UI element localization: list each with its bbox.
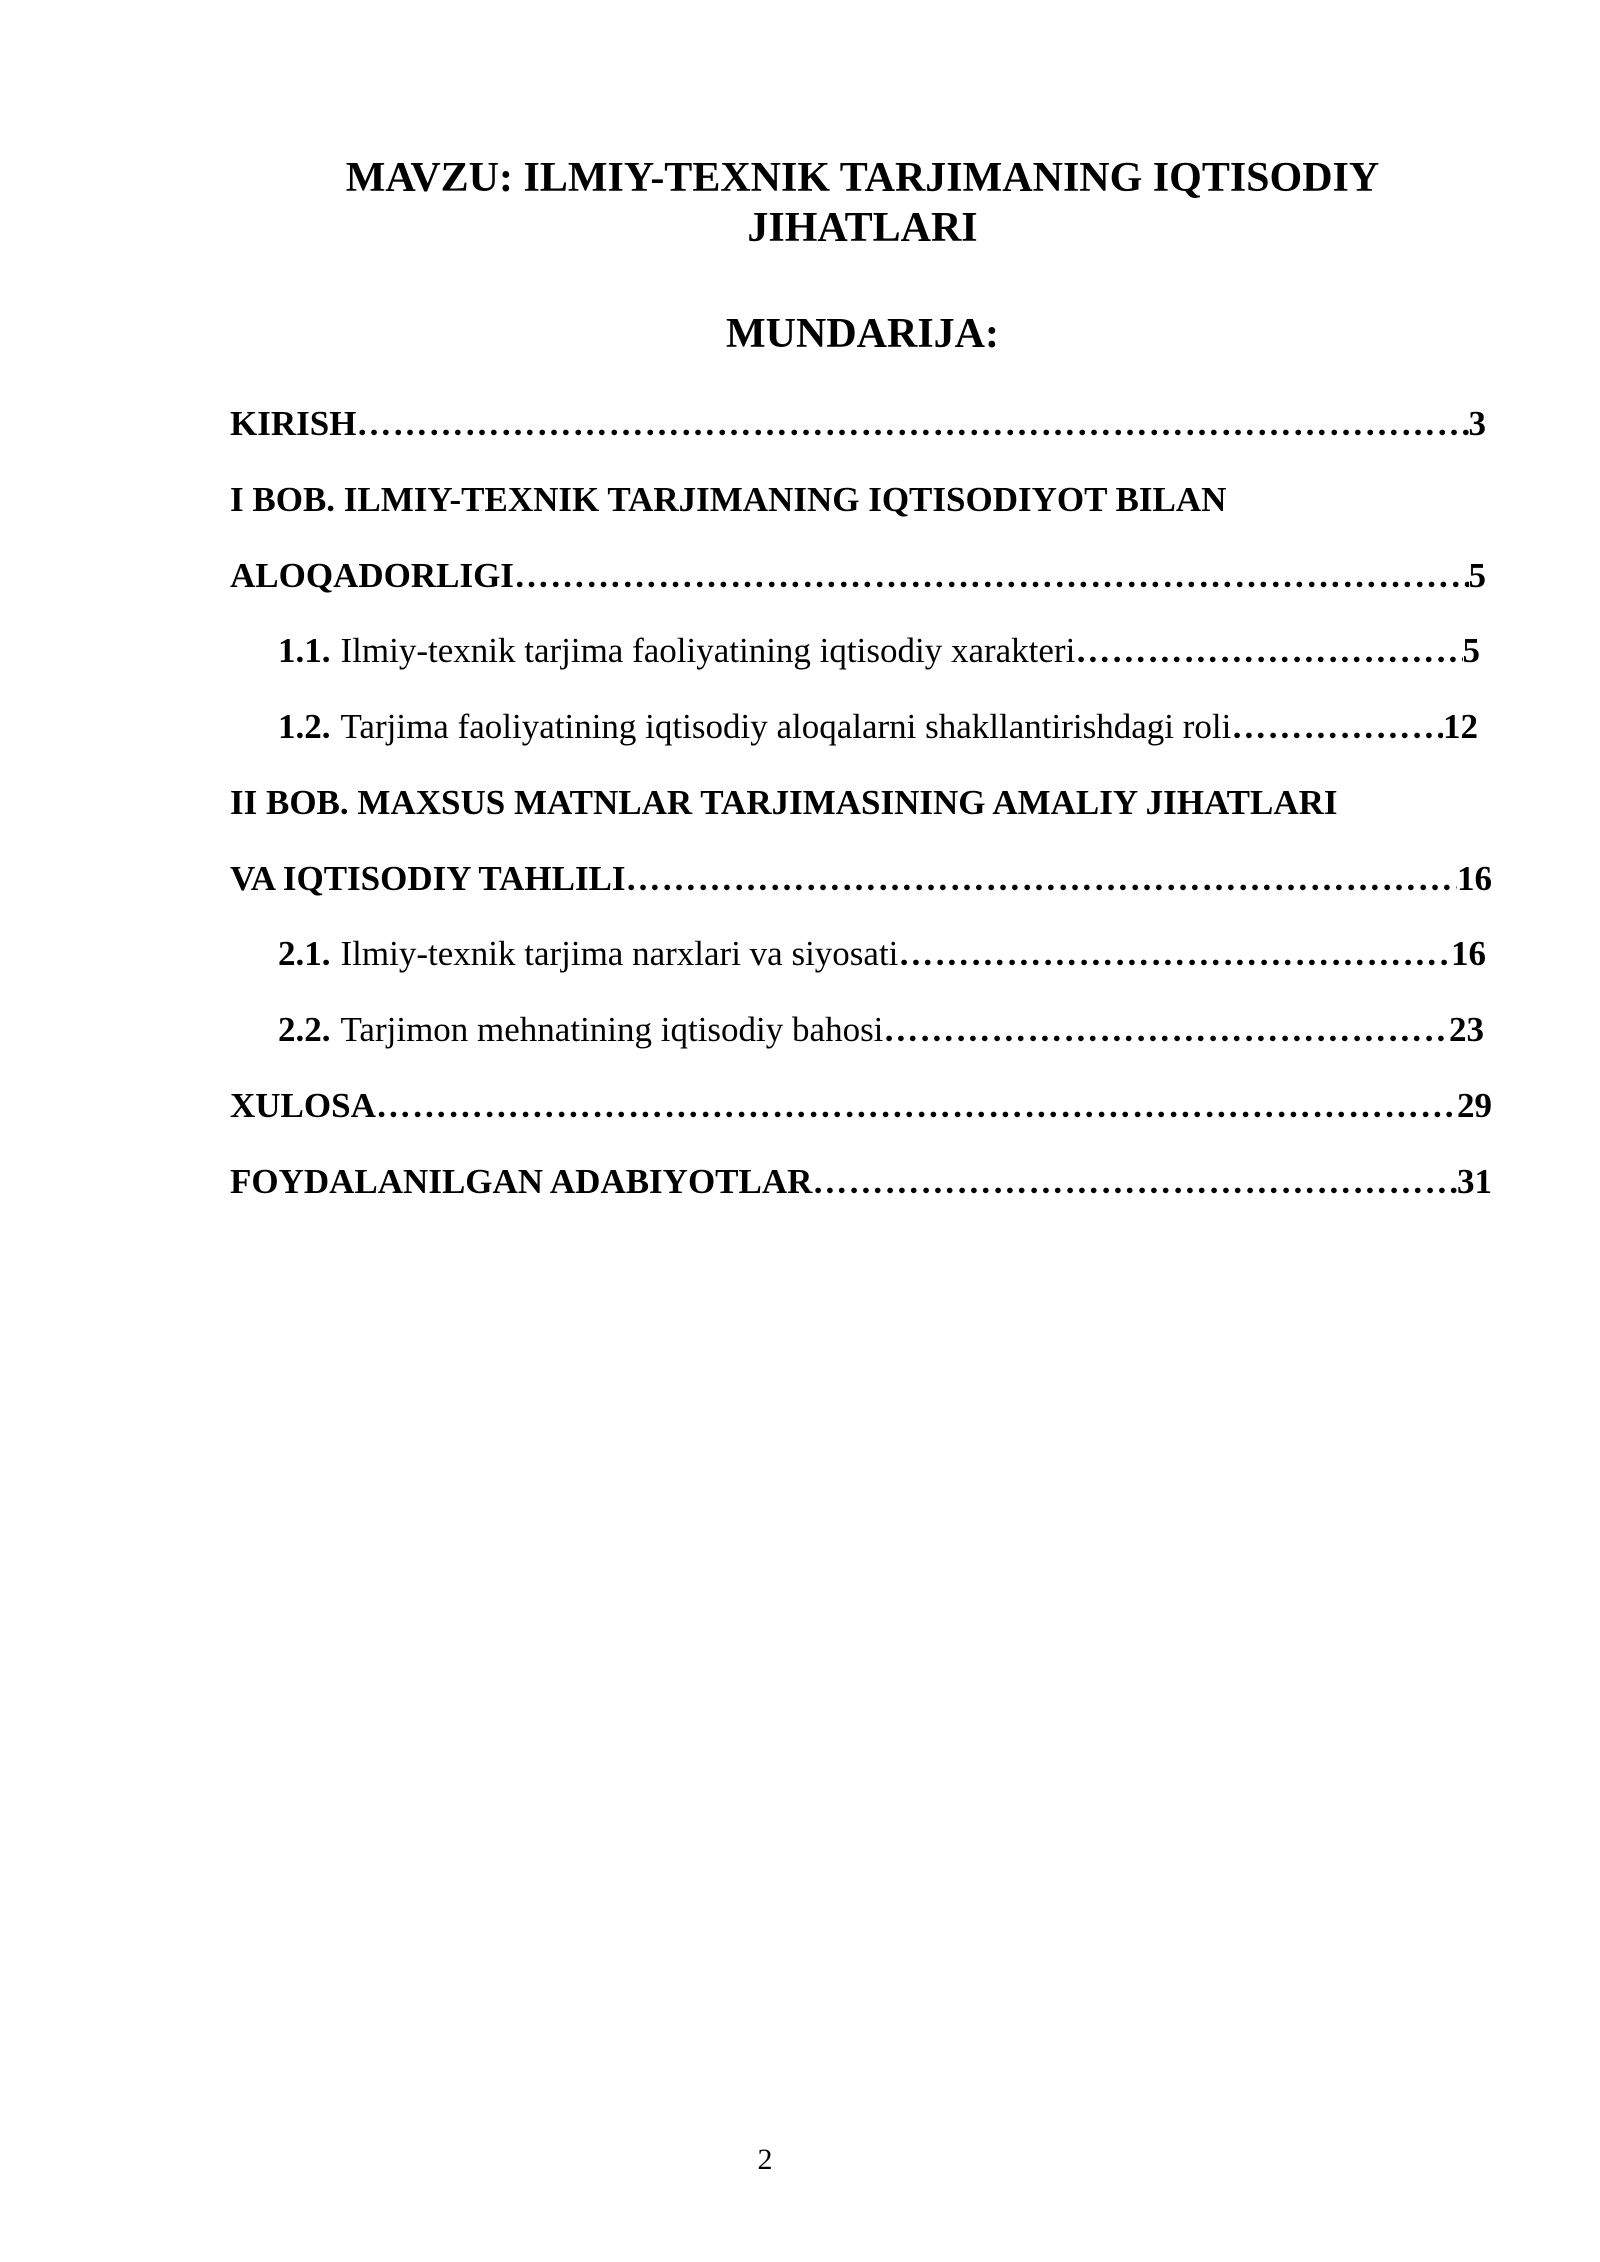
- toc-entry-label: Tarjima faoliyatining iqtisodiy aloqalarni shakllantirishdagi roli: [340, 707, 1232, 746]
- toc-entry-bob1-line2: [230, 554, 1486, 598]
- toc-entry-label: VA IQTISODIY TAHLILI: [230, 859, 626, 898]
- toc-entry-xulosa: [230, 1084, 1492, 1128]
- toc-entry-section-1-1: [278, 629, 1480, 673]
- toc-leader-dots: [883, 1008, 1449, 1052]
- toc-entry-section-2-2: [278, 1008, 1484, 1052]
- toc-entry-label: II BOB. MAXSUS MATNLAR TARJIMASINING AMALIY JIHATLARI: [230, 783, 1338, 822]
- toc-heading: MUNDARIJA:: [726, 311, 999, 357]
- toc-leader-dots: [376, 1084, 1457, 1128]
- toc-entry-label: I BOB. ILMIY-TEXNIK TARJIMANING IQTISODIYOT BILAN: [230, 480, 1227, 519]
- toc-entry-page: 5: [1462, 631, 1480, 670]
- toc-section-number: 1.2.: [278, 707, 331, 746]
- toc-entry-bob2-line2: [230, 857, 1492, 901]
- toc-entry-label: Ilmiy-texnik tarjima narxlari va siyosati: [340, 934, 899, 973]
- toc-entry-section-2-1: [278, 932, 1486, 976]
- toc-entry-label: ALOQADORLIGI: [230, 556, 514, 595]
- toc-entry-bob1-line1: [230, 478, 1492, 522]
- toc-entry-page: 5: [1468, 556, 1486, 595]
- document-title: MAVZU: ILMIY-TEXNIK TARJIMANING IQTISODIY JIHATLARI: [345, 155, 1380, 251]
- toc-entry-page: 3: [1468, 404, 1486, 443]
- page-number: 2: [757, 2143, 773, 2176]
- toc-entry-bob2-line1: [230, 781, 1492, 825]
- toc-leader-dots: [356, 402, 1468, 446]
- toc-leader-dots: [812, 1160, 1457, 1204]
- toc-entry-adabiyotlar: [230, 1160, 1492, 1204]
- toc-leader-dots: [1231, 705, 1443, 749]
- toc-section-number: 2.2.: [278, 1010, 331, 1049]
- toc-entry-page: 31: [1457, 1162, 1492, 1201]
- toc-entry-label: FOYDALANILGAN ADABIYOTLAR: [230, 1162, 813, 1201]
- toc-entry-page: 23: [1449, 1010, 1484, 1049]
- toc-leader-dots: [514, 554, 1469, 598]
- toc-leader-dots: [626, 857, 1457, 901]
- toc-entry-label: Ilmiy-texnik tarjima faoliyatining iqtisodiy xarakteri: [340, 631, 1076, 670]
- toc-leader-dots: [898, 932, 1451, 976]
- toc-entry-page: 16: [1451, 934, 1486, 973]
- toc-entry-page: 12: [1443, 707, 1478, 746]
- toc-entry-label: XULOSA: [230, 1086, 376, 1125]
- toc-entry-label: KIRISH: [230, 404, 357, 443]
- toc-entry-page: 16: [1457, 859, 1492, 898]
- toc-section-number: 2.1.: [278, 934, 331, 973]
- toc-section-number: 1.1.: [278, 631, 331, 670]
- toc-entry-kirish: [230, 402, 1486, 446]
- toc-entry-label: Tarjimon mehnatining iqtisodiy bahosi: [340, 1010, 884, 1049]
- toc-entry-section-1-2: [278, 705, 1478, 749]
- toc-leader-dots: [1075, 629, 1462, 673]
- toc-entry-page: 29: [1457, 1086, 1492, 1125]
